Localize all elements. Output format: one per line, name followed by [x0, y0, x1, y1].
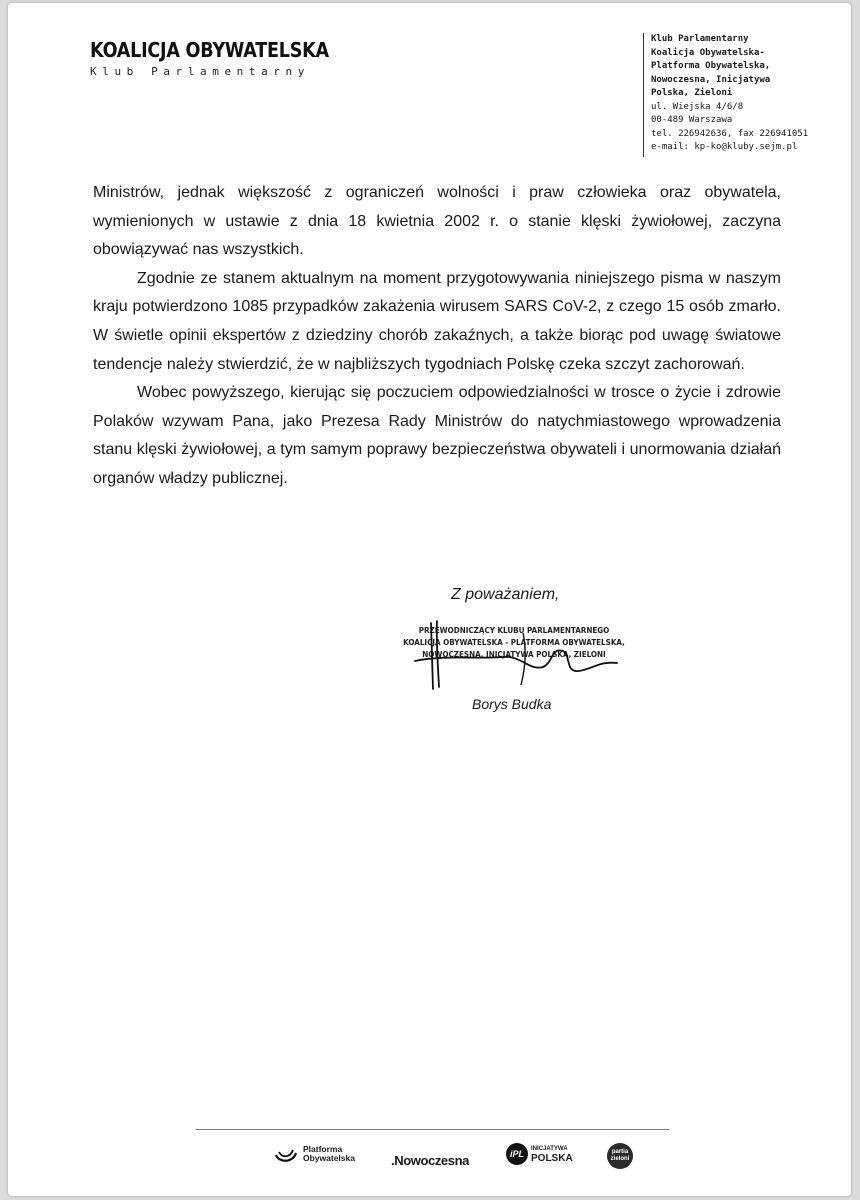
letterhead-address [643, 33, 841, 157]
ipl-line1: INICJATYWA [531, 1146, 568, 1152]
address-line: Polska, Zieloni [651, 88, 733, 98]
address-line: 00-489 Warszawa [651, 115, 733, 125]
address-line: e-mail: kp-ko@kluby.sejm.pl [651, 142, 798, 152]
brand-name: KOALICJA OBYWATELSKA [90, 38, 329, 62]
address-line: ul. Wiejska 4/6/8 [651, 101, 744, 112]
letterhead-brand [90, 38, 361, 78]
letter-page [8, 3, 851, 1196]
zieloni-logo [607, 1143, 633, 1169]
address-line: Nowoczesna, Inicjatywa [651, 74, 771, 85]
stamp-line: NOWOCZESNA, INICJATYWA POLSKA, ZIELONI [422, 650, 606, 659]
ipl-line2: POLSKA [531, 1153, 573, 1164]
paragraph: Wobec powyższego, kierując się poczuciem odpowiedzialności w trosce o życie i zdrowie Polaków wzywam Pana, jako Prezesa Rady Ministrów do natychmiastowego wprowadzenia stanu klęski żywiołowej, a tym samym poprawy bezpieczeństwa obywateli i unormowania działań organów władzy publicznej. [93, 384, 781, 487]
closing-salutation: Z poważaniem, [451, 586, 560, 603]
address-line: Platforma Obywatelska, [651, 61, 771, 71]
zieloni-line1: partia [611, 1149, 629, 1155]
platforma-line2: Obywatelska [303, 1153, 355, 1163]
address-line: Koalicja Obywatelska- [651, 47, 765, 58]
handwritten-signature [403, 611, 633, 691]
address-line: Klub Parlamentarny [651, 34, 749, 44]
nowoczesna-logo: .Nowoczesna [391, 1153, 469, 1168]
paragraph: Ministrów, jednak większość z ograniczeń wolności i praw człowieka oraz obywatela, wymienionych w ustawie z dnia 18 kwietnia 2002 r. o stanie klęski żywiołowej, zaczyna obowiązywać nas wszystkich. [93, 184, 781, 259]
footer-logos [273, 1143, 643, 1179]
signer-name: Borys Budka [472, 696, 552, 712]
ipl-badge: iPL [506, 1143, 528, 1165]
platforma-swirl-icon [273, 1143, 299, 1165]
letter-body [93, 179, 781, 494]
footer-divider [196, 1129, 669, 1130]
brand-subtitle: Klub Parlamentarny [90, 65, 311, 78]
paragraph: Zgodnie ze stanem aktualnym na moment przygotowywania niniejszego pisma w naszym kraju potwierdzono 1085 przypadków zakażenia wirusem SARS CoV-2, z czego 15 osób zmarło. W świetle opinii ekspertów z dziedziny chorób zakaźnych, a także biorąc pod uwagę światowe tendencje należy stwierdzić, że w najbliższych tygodniach Polskę czeka szczyt zachorowań. [93, 269, 781, 373]
zieloni-line2: zieloni [610, 1156, 630, 1162]
zieloni-badge [607, 1143, 633, 1169]
platforma-logo [273, 1143, 355, 1165]
platforma-line1: Platforma [303, 1144, 343, 1154]
address-line: tel. 226942636, fax 226941051 [651, 128, 809, 139]
ipl-logo [506, 1143, 573, 1165]
stamp-line: PRZEWODNICZĄCY KLUBU PARLAMENTARNEGO [418, 626, 610, 635]
stamp-line: KOALICJA OBYWATELSKA - PLATFORMA OBYWATELSKA, [403, 638, 625, 647]
